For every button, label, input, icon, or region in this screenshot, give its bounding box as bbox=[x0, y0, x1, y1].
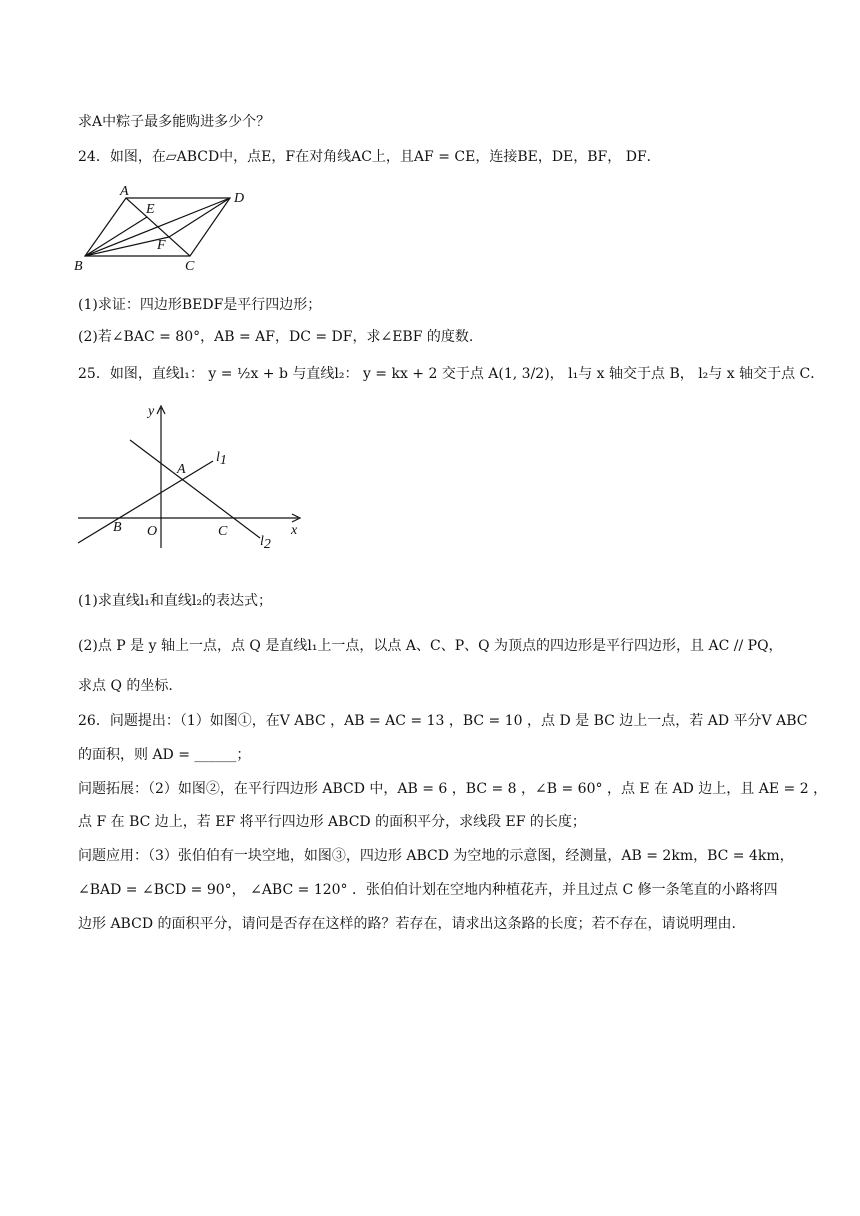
label-a: A bbox=[120, 184, 129, 199]
q26-line1: 26．问题提出：（1）如图①，在V ABC ，AB = AC = 13 ，BC = 10 ，点 D 是 BC 边上一点，若 AD 平分V ABC bbox=[78, 713, 808, 729]
q26-line2: 的面积，则 AD = ______； bbox=[78, 747, 251, 763]
q24-stem: 24．如图，在▱ABCD中，点E，F在对角线AC上，且AF = CE，连接BE，DE，BF， DF． bbox=[78, 149, 661, 165]
segment-df bbox=[169, 198, 230, 237]
label-o: O bbox=[147, 524, 158, 539]
q25-part2-line2: 求点 Q 的坐标. bbox=[78, 678, 173, 694]
q25-part1: (1)求直线l₁和直线l₂的表达式； bbox=[78, 593, 273, 609]
q25-part2-line1: (2)点 P 是 y 轴上一点，点 Q 是直线l₁上一点，以点 A、C、P、Q 为顶点的四边形是平行四边形，且 AC // PQ， bbox=[78, 638, 783, 654]
label-a: A bbox=[177, 462, 186, 477]
q23-tail-text: 求A中粽子最多能购进多少个？ bbox=[78, 114, 271, 130]
label-d: D bbox=[234, 191, 245, 206]
segment-be bbox=[85, 217, 147, 256]
q26-line3: 问题拓展：（2）如图②，在平行四边形 ABCD 中，AB = 6 ，BC = 8 ，∠B = 60° ，点 E 在 AD 边上，且 AE = 2 ， bbox=[78, 781, 828, 797]
label-b: B bbox=[74, 259, 83, 274]
q26-line6: ∠BAD = ∠BCD = 90°， ∠ABC = 120° ．张伯伯计划在空地内种植花卉，并且过点 C 修一条笔直的小路将四 bbox=[78, 882, 778, 898]
q25-coordinate-figure bbox=[70, 398, 310, 553]
label-b: B bbox=[113, 520, 122, 535]
label-e: E bbox=[146, 202, 155, 217]
label-x: x bbox=[291, 523, 298, 538]
q24-part1: (1)求证：四边形BEDF是平行四边形； bbox=[78, 297, 322, 313]
label-f: F bbox=[157, 238, 166, 253]
label-c: C bbox=[218, 524, 228, 539]
q25-stem: 25．如图，直线l₁： y = ½x + b 与直线l₂： y = kx + 2 交于点 A(1, 3/2)， l₁与 x 轴交于点 B， l₂与 x 轴交于点 C． bbox=[78, 366, 825, 382]
label-c: C bbox=[185, 259, 195, 274]
q26-line4: 点 F 在 BC 边上，若 EF 将平行四边形 ABCD 的面积平分，求线段 EF 的长度； bbox=[78, 814, 586, 830]
q26-line5: 问题应用：（3）张伯伯有一块空地，如图③，四边形 ABCD 为空地的示意图，经测量，AB = 2km，BC = 4km， bbox=[78, 848, 794, 864]
q26-line7: 边形 ABCD 的面积平分，请问是否存在这样的路？若存在，请求出这条路的长度；若不存在，请说明理由. bbox=[78, 916, 736, 932]
q24-parallelogram-figure bbox=[70, 180, 260, 275]
label-l2: l2 bbox=[260, 534, 271, 552]
label-y: y bbox=[148, 404, 155, 419]
label-l1: l1 bbox=[216, 450, 227, 468]
line-l1 bbox=[78, 461, 213, 543]
q24-part2: (2)若∠BAC = 80°，AB = AF，DC = DF，求∠EBF 的度数. bbox=[78, 329, 474, 345]
